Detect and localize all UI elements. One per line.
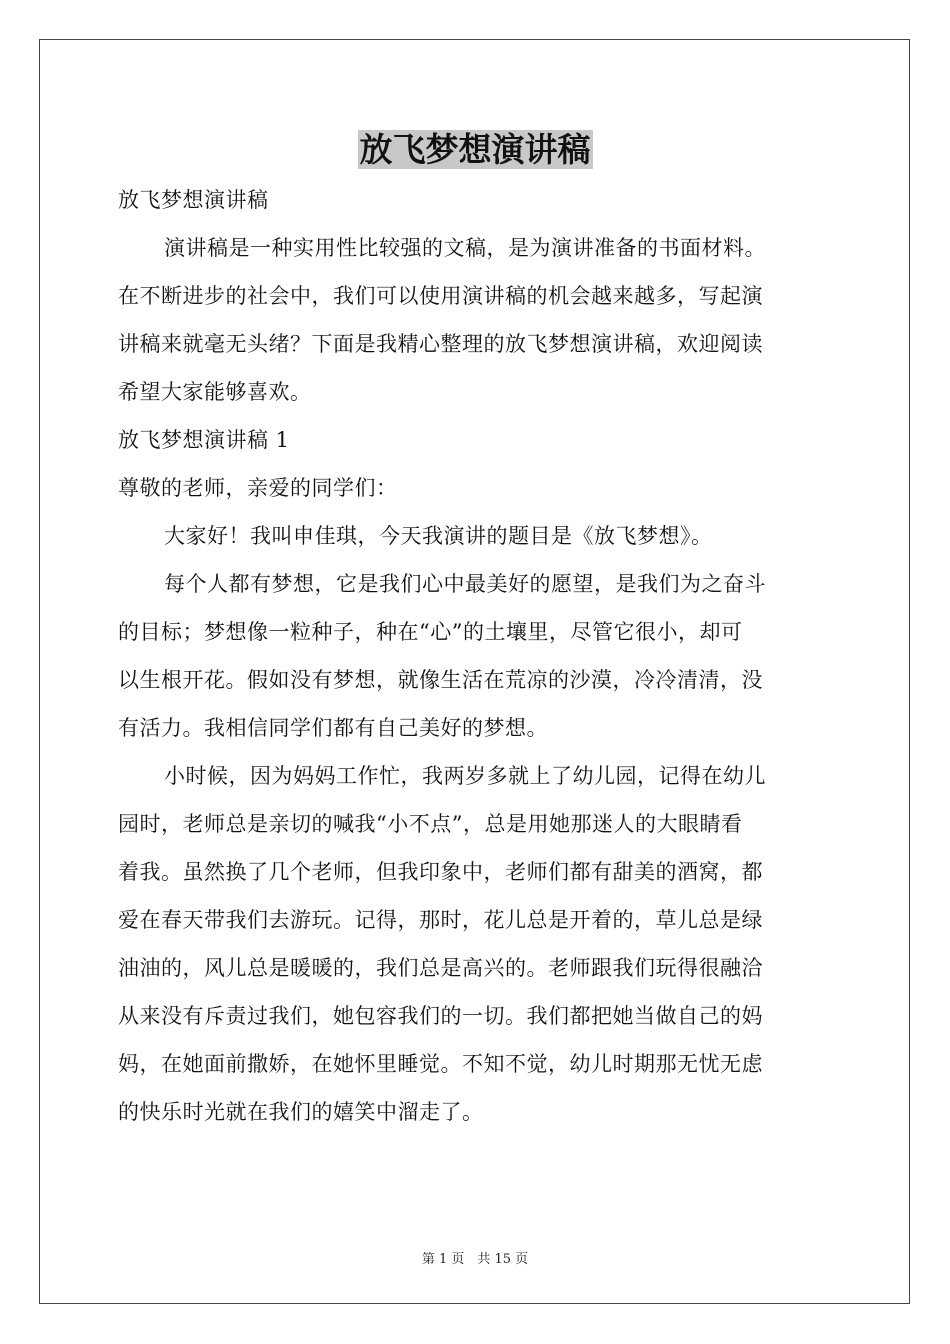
text-line: 爱在春天带我们去游玩。记得，那时，花儿总是开着的，草儿总是绿: [118, 908, 763, 932]
text-line: 油油的，风儿总是暖暖的，我们总是高兴的。老师跟我们玩得很融洽: [118, 956, 763, 980]
text-line: 希望大家能够喜欢。: [118, 380, 312, 404]
document-body: [118, 176, 834, 1136]
body-lines: [118, 224, 834, 1136]
document-subtitle: 放飞梦想演讲稿: [118, 188, 269, 212]
text-line: 每个人都有梦想，它是我们心中最美好的愿望，是我们为之奋斗: [164, 572, 766, 596]
text-line: 讲稿来就毫无头绪？下面是我精心整理的放飞梦想演讲稿，欢迎阅读: [118, 332, 763, 356]
text-line: 妈，在她面前撒娇，在她怀里睡觉。不知不觉，幼儿时期那无忧无虑: [118, 1052, 763, 1076]
text-line: 的目标；梦想像一粒种子，种在“心”的土壤里，尽管它很小，却可: [118, 620, 743, 644]
text-line: 从来没有斥责过我们，她包容我们的一切。我们都把她当做自己的妈: [118, 1004, 763, 1028]
text-line: 小时候，因为妈妈工作忙，我两岁多就上了幼儿园，记得在幼儿: [164, 764, 766, 788]
text-line: 演讲稿是一种实用性比较强的文稿，是为演讲准备的书面材料。: [164, 236, 766, 260]
page-number-footer: 第 1 页 共 15 页: [421, 1252, 529, 1267]
text-line: 的快乐时光就在我们的嬉笑中溜走了。: [118, 1100, 484, 1124]
text-line: 有活力。我相信同学们都有自己美好的梦想。: [118, 716, 548, 740]
text-line: 园时，老师总是亲切的喊我“小不点”，总是用她那迷人的大眼睛看: [118, 812, 743, 836]
document-title: [0, 128, 950, 172]
text-line: 在不断进步的社会中，我们可以使用演讲稿的机会越来越多，写起演: [118, 284, 763, 308]
text-line: 放飞梦想演讲稿 1: [118, 428, 290, 452]
text-line: 着我。虽然换了几个老师，但我印象中，老师们都有甜美的酒窝，都: [118, 860, 763, 884]
text-line: 以生根开花。假如没有梦想，就像生活在荒凉的沙漠，冷冷清清，没: [118, 668, 763, 692]
text-line: 尊敬的老师，亲爱的同学们：: [118, 476, 398, 500]
text-line: 大家好！我叫申佳琪，今天我演讲的题目是《放飞梦想》。: [164, 524, 713, 548]
document-title-text: 放飞梦想演讲稿: [359, 130, 591, 169]
